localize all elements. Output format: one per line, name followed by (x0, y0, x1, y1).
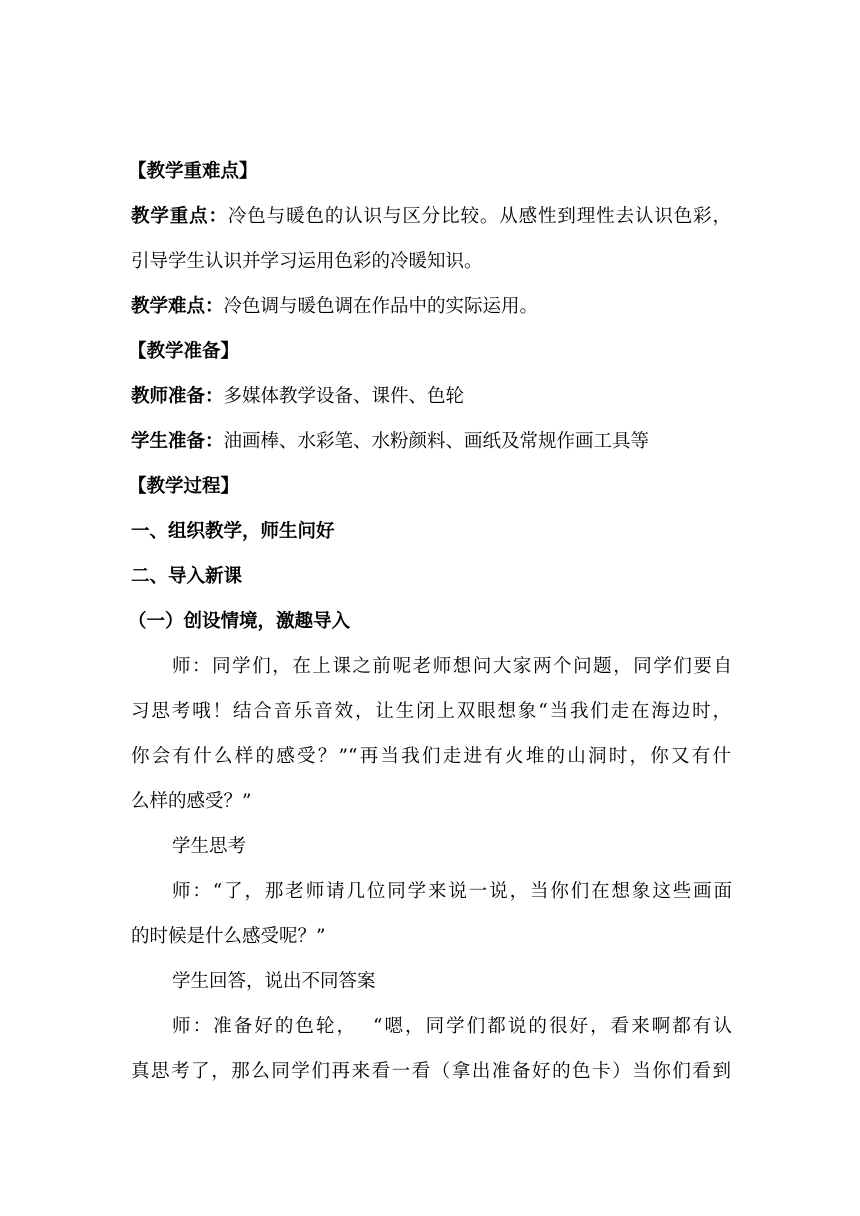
student-prep-line (131, 430, 731, 454)
para-5-line-1: 师：准备好的色轮， “嗯，同学们都说的很好，看来啊都有认 (172, 1016, 732, 1037)
para-1-line-1: 师：同学们，在上课之前呢老师想问大家两个问题，同学们要自 (172, 656, 732, 677)
para-4: 学生回答，说出不同答案 (172, 971, 376, 992)
difficult-point-line (131, 295, 731, 319)
difficult-point-text: 冷色调与暖色调在作品中的实际运用。 (223, 296, 539, 317)
teacher-prep-line (131, 385, 731, 409)
para-3-line-2: 的时候是什么感受呢？” (131, 926, 326, 947)
para-1-line-3: 你会有什么样的感受？”“再当我们走进有火堆的山洞时，你又有什 (131, 746, 731, 767)
difficult-point-label: 教学难点： (131, 296, 224, 317)
process-heading: 【教学过程】 (128, 476, 240, 497)
para-1-line-2: 习思考哦！结合音乐音效，让生闭上双眼想象“当我们走在海边时， (131, 701, 731, 722)
teacher-prep-text: 多媒体教学设备、课件、色轮 (223, 386, 465, 407)
key-point-text-1: 冷色与暖色的认识与区分比较。从感性到理性去认识色彩， (227, 206, 731, 227)
step-2: 二、导入新课 (131, 566, 243, 587)
key-point-line-2: 引导学生认识并学习运用色彩的冷暖知识。 (131, 251, 483, 272)
difficulty-heading: 【教学重难点】 (128, 161, 258, 182)
para-2: 学生思考 (172, 836, 247, 857)
para-1-line-4: 么样的感受？” (131, 791, 252, 812)
student-prep-label: 学生准备： (131, 431, 224, 452)
student-prep-text: 油画棒、水彩笔、水粉颜料、画纸及常规作画工具等 (223, 431, 650, 452)
key-point-label: 教学重点： (131, 206, 228, 227)
para-3-line-1: 师：“了，那老师请几位同学来说一说，当你们在想象这些画面 (172, 881, 732, 902)
step-1: 一、组织教学，师生问好 (131, 521, 335, 542)
para-5-line-2: 真思考了，那么同学们再来看一看（拿出准备好的色卡）当你们看到 (131, 1061, 731, 1082)
key-point-line-1 (131, 205, 731, 229)
sub-step-1: （一）创设情境，激趣导入 (128, 611, 351, 632)
preparation-heading: 【教学准备】 (128, 341, 240, 362)
teacher-prep-label: 教师准备： (131, 386, 224, 407)
